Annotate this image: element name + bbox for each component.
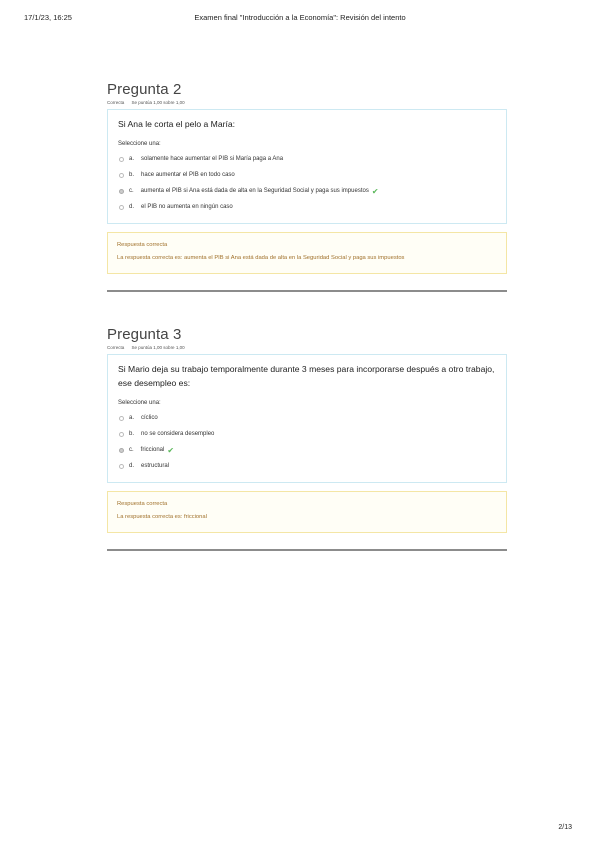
correct-answer-text: La respuesta correcta es: friccional [117,514,207,520]
select-label: Seleccione una: [118,141,161,147]
radio-button[interactable] [119,416,124,421]
checkmark-icon: ✔ [167,445,175,455]
feedback-title: Respuesta correcta [117,501,168,507]
answer-option[interactable] [118,151,496,167]
radio-button[interactable] [119,157,124,162]
option-text: solamente hace aumentar el PIB si María paga a Ana [141,156,284,162]
question-block [107,326,507,551]
option-text: cíclico [141,415,158,421]
option-text: estructural [141,463,170,469]
radio-button[interactable] [119,464,124,469]
question-content [107,354,507,483]
radio-button[interactable] [119,205,124,210]
question-score: Se puntúa 1,00 sobre 1,00 [131,100,185,105]
answer-option[interactable] [118,199,496,215]
section-divider [107,549,507,551]
question-text: Si Mario deja su trabajo temporalmente durante 3 meses para incorporarse después a otro trabajo, ese desempleo es: [118,364,495,388]
answer-option[interactable] [118,458,496,474]
document-title: Examen final "Introducción a la Economía": Revisión del intento [194,13,406,22]
answer-option[interactable] [118,426,496,442]
radio-button[interactable] [119,432,124,437]
option-text: hace aumentar el PIB en todo caso [141,172,235,178]
option-letter: c. [129,188,134,194]
option-letter: b. [129,172,135,178]
section-divider [107,290,507,292]
question-status: Correcta [107,345,125,350]
question-content [107,109,507,224]
question-title: Pregunta 3 [107,326,182,343]
page-number: 2/13 [558,824,572,831]
print-datetime: 17/1/23, 16:25 [24,13,72,22]
radio-button-checked[interactable] [119,448,124,453]
correct-answer-text: La respuesta correcta es: aumenta el PIB si Ana está dada de alta en la Seguridad Social y paga sus impuestos [117,255,405,261]
select-label: Seleccione una: [118,400,161,406]
question-info [107,345,507,350]
option-letter: a. [129,156,135,162]
question-title: Pregunta 2 [107,81,182,98]
option-letter: d. [129,204,135,210]
question-info [107,100,507,105]
feedback-box [107,232,507,274]
option-text: el PIB no aumenta en ningún caso [141,204,233,210]
answer-option[interactable] [118,167,496,183]
feedback-box [107,491,507,533]
answer-option-selected[interactable] [118,442,496,458]
option-text: no se considera desempleo [141,431,215,437]
option-letter: b. [129,431,135,437]
feedback-title: Respuesta correcta [117,242,168,248]
radio-button-checked[interactable] [119,189,124,194]
question-text: Si Ana le corta el pelo a María: [118,119,236,129]
option-letter: a. [129,415,135,421]
option-text: friccional [140,447,165,453]
question-status: Correcta [107,100,125,105]
radio-button[interactable] [119,173,124,178]
option-letter: d. [129,463,135,469]
checkmark-icon: ✔ [371,186,379,196]
option-letter: c. [129,447,134,453]
question-score: Se puntúa 1,00 sobre 1,00 [131,345,185,350]
answer-option[interactable] [118,410,496,426]
option-text: aumenta el PIB si Ana está dada de alta en la Seguridad Social y paga sus impuestos [140,188,369,194]
answer-option-selected[interactable] [118,183,496,199]
question-block [107,81,507,292]
